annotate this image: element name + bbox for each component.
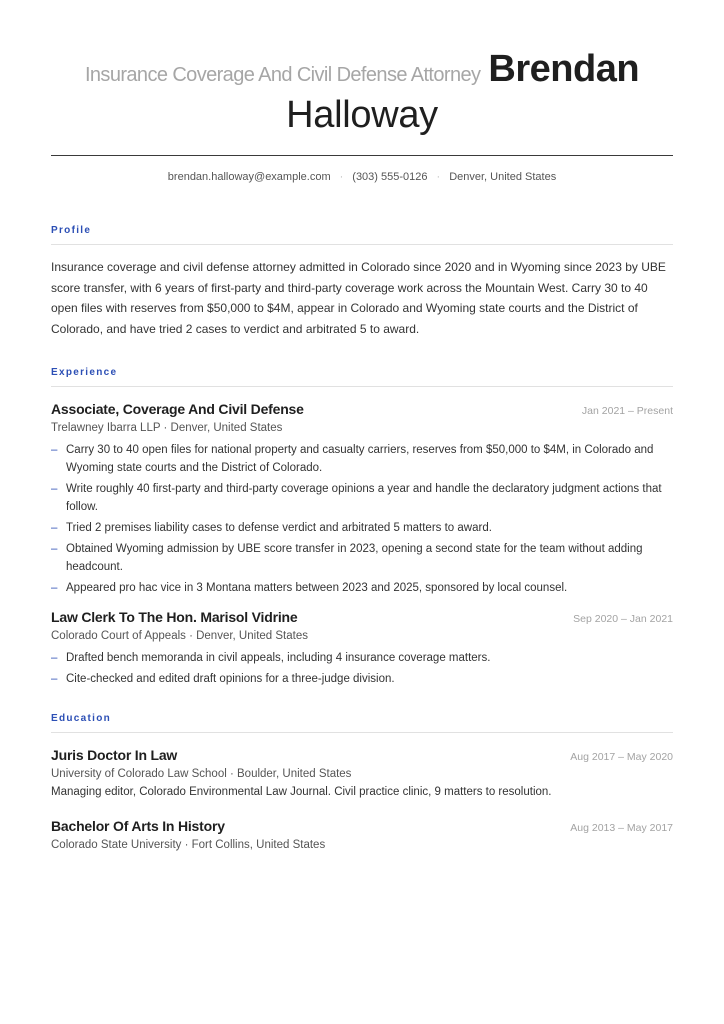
contact-separator: · [339,171,344,183]
entry-header [51,818,673,834]
job-title: Associate, Coverage And Civil Defense [51,401,304,417]
school: Colorado State University · Fort Collins, United States [51,839,326,852]
achievement-list [51,441,673,597]
achievement-list [51,649,673,688]
contact-line [51,171,673,183]
bullet-dash: – [51,483,58,496]
profile-section [51,225,673,339]
bullet-text: Drafted bench memoranda in civil appeals, including 4 insurance coverage matters. [66,652,491,665]
resume-page [51,0,673,851]
section-divider [51,244,673,245]
contact-separator: · [436,171,441,183]
bullet-text: Obtained Wyoming admission by UBE score transfer in 2023, opening a second state for the team without adding headcount. [66,542,643,574]
contact-location: Denver, United States [449,171,557,183]
education-description: Managing editor, Colorado Environmental Law Journal. Civil practice clinic, 9 matters to resolution. [51,786,552,799]
list-item [51,480,673,517]
bullet-text: Tried 2 premises liability cases to defense verdict and arbitrated 5 matters to award. [66,522,492,535]
education-entry [51,818,673,851]
job-title: Law Clerk To The Hon. Marisol Vidrine [51,609,298,626]
bullet-dash: – [51,522,58,535]
list-item [51,441,673,478]
bullet-text: Cite-checked and edited draft opinions for a three-judge division. [66,673,395,686]
first-name: Brendan [488,48,640,90]
bullet-text: Appeared pro hac vice in 3 Montana matters between 2023 and 2025, sponsored by local counsel. [66,582,568,595]
name-line [51,46,673,92]
degree-title: Juris Doctor In Law [51,747,178,764]
list-item [51,649,673,667]
section-heading-profile: Profile [51,225,92,236]
employer: Trelawney Ibarra LLP · Denver, United States [51,422,283,434]
bullet-text: Write roughly 40 first-party and third-party coverage opinions a year and handle the declaratory judgment actions that follow. [66,483,662,514]
school: University of Colorado Law School · Boulder, United States [51,768,352,781]
entry-header [51,609,673,625]
entry-header [51,747,673,763]
contact-phone[interactable]: (303) 555-0126 [352,171,428,183]
entry-header [51,401,673,417]
bullet-dash: – [51,673,58,686]
resume-header [51,0,673,183]
bullet-dash: – [51,652,58,665]
experience-entry [51,401,673,597]
education-section [51,713,673,851]
last-name: Halloway [286,94,438,136]
list-item [51,519,673,537]
employer: Colorado Court of Appeals · Denver, United States [51,630,308,643]
list-item [51,670,673,688]
degree-title: Bachelor Of Arts In History [51,818,225,835]
bullet-dash: – [51,582,58,595]
list-item [51,579,673,597]
job-dates: Sep 2020 – Jan 2021 [573,613,673,626]
job-dates: Jan 2021 – Present [581,405,673,417]
bullet-text: Carry 30 to 40 open files for national property and casualty carriers, reserves from $50,000 to $4M, in Colorado and Wyoming state courts and the District of Colorado. [66,444,654,475]
section-divider [51,732,673,733]
experience-entry [51,609,673,688]
contact-email[interactable]: brendan.halloway@example.com [167,171,331,183]
bullet-dash: – [51,444,58,456]
professional-subtitle: Insurance Coverage And Civil Defense Attorney [84,64,481,86]
section-heading-experience: Experience [51,367,118,378]
list-item [51,540,673,577]
section-divider [51,386,673,387]
bullet-dash: – [51,542,58,555]
education-dates: Aug 2017 – May 2020 [570,751,673,764]
header-divider [51,155,673,156]
education-entry [51,747,673,798]
education-dates: Aug 2013 – May 2017 [570,822,673,835]
profile-summary: Insurance coverage and civil defense attorney admitted in Colorado since 2020 and in Wyoming since 2023 by UBE score transfer, with 6 years of first-party and third-party coverage work across the Mountain West. Carry 30 to 40 open files with reserves from $50,000 to $4M, appear in Colorado and Wyoming state courts and the District of Colorado, and have tried 2 cases to verdict and arbitrated 5 to award. [51,260,666,336]
experience-section [51,367,673,688]
section-heading-education: Education [51,713,112,725]
